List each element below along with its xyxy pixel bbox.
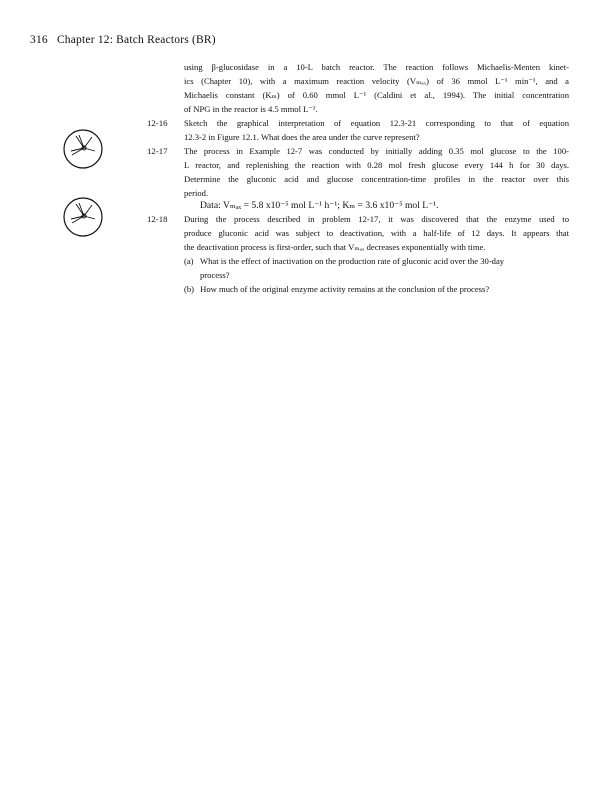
part-label: (b) [184,284,195,294]
problem-number-12-16: 12-16 [147,118,168,128]
text-line: The process in Example 12-7 was conducted by initially adding 0.35 mol glucose to the 100- [184,146,569,156]
continuation-paragraph [184,60,569,116]
computer-problem-icon [62,196,104,238]
text-line: What is the effect of inactivation on the production rate of gluconic acid over the 30-day [200,256,505,266]
text-line: Determine the gluconic acid and glucose concentration-time profiles in the reactor over this [184,174,569,184]
chapter-title: Chapter 12: Batch Reactors (BR) [56,34,216,46]
part-label: (a) [184,256,194,266]
page-number: 316 [30,34,48,46]
problem-12-18-part-a [184,254,569,282]
text-line: ics (Chapter 10), with a maximum reaction velocity (Vₘₐₓ) of 36 mmol L⁻¹ min⁻¹, and a [184,76,569,86]
text-line: using β-glucosidase in a 10-L batch reactor. The reaction follows Michaelis-Menten kinet- [184,62,569,72]
problem-12-17-text [184,144,569,200]
text-line: 12.3-2 in Figure 12.1. What does the area under the curve represent? [184,132,420,142]
text-line: period. [184,188,209,198]
problem-12-18-part-b [184,282,569,296]
text-line: Sketch the graphical interpretation of equation 12.3-21 corresponding to that of equation [184,118,569,128]
text-line: L reactor, and replenishing the reaction with 0.28 mol fresh glucose every 144 h for 30 days. [184,160,569,170]
problem-12-18-text [184,212,569,254]
text-line: During the process described in problem 12-17, it was discovered that the enzyme used to [184,214,569,224]
text-line: the deactivation process is first-order, such that Vₘₐₓ decreases exponentially with time. [184,242,486,252]
text-line: How much of the original enzyme activity remains at the conclusion of the process? [200,284,490,294]
problem-number-12-17: 12-17 [147,146,168,156]
page-header [30,34,216,46]
text-line: of NPG in the reactor is 4.5 mmol L⁻¹. [184,104,318,114]
problem-12-17-data: Data: Vₘₐₓ = 5.8 x10⁻⁵ mol L⁻¹ h⁻¹; Kₘ = 3.6 x10⁻⁵ mol L⁻¹. [200,200,439,211]
text-line: process? [200,270,230,280]
text-line: produce gluconic acid was subject to deactivation, with a half-life of 12 days. It appears that [184,228,569,238]
text-line: Michaelis constant (Kₘ) of 0.60 mmol L⁻¹ (Caldini et al., 1994). The initial concentration [184,90,569,100]
computer-problem-icon [62,128,104,170]
problem-12-16-text [184,116,569,144]
problem-number-12-18: 12-18 [147,214,168,224]
